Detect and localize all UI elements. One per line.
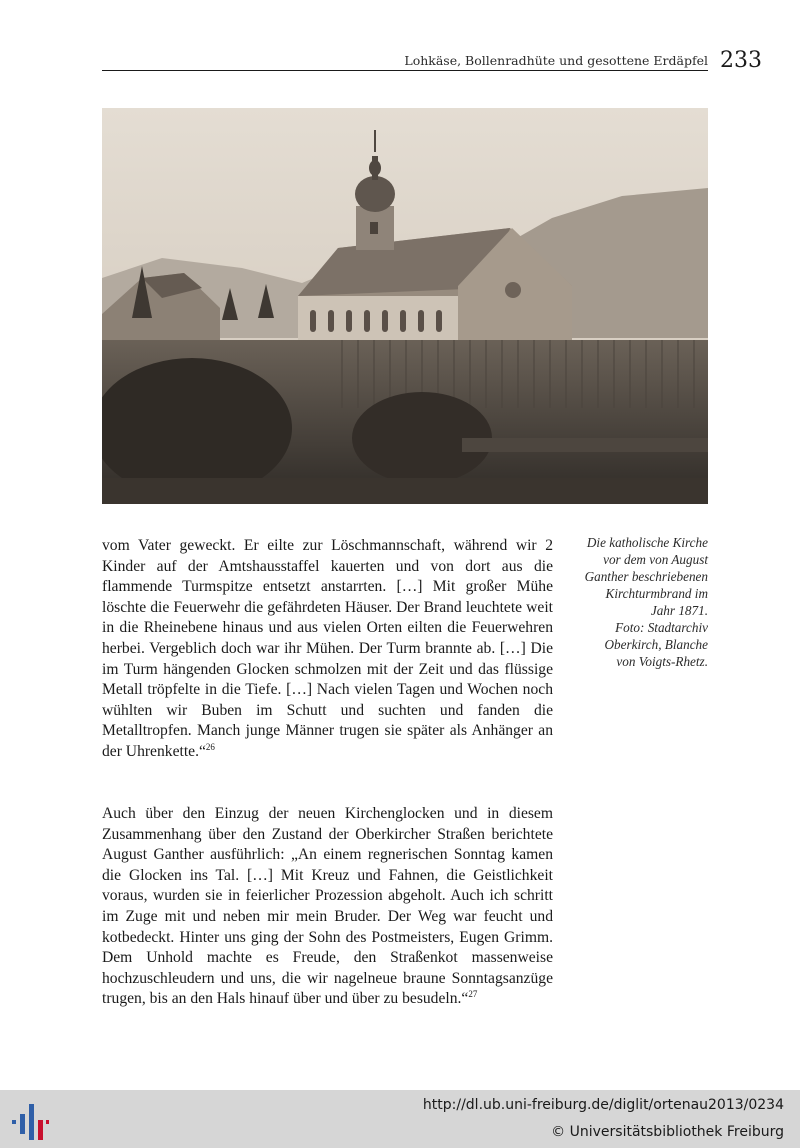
footnote-ref-27: 27	[468, 989, 478, 1000]
caption-line: Die katholische Kirche	[586, 535, 708, 550]
header-rule	[102, 70, 708, 71]
caption-line: Oberkirch, Blanche	[604, 637, 708, 652]
running-title: Lohkäse, Bollenradhüte und gesottene Erdäpfel	[404, 53, 708, 68]
ub-freiburg-logo-icon	[8, 1100, 52, 1144]
source-url-link[interactable]: http://dl.ub.uni-freiburg.de/diglit/ortenau2013/0234	[422, 1097, 784, 1113]
caption-line: vor dem von August	[603, 552, 708, 567]
body-paragraph-2	[102, 804, 553, 1010]
body-paragraph-1	[102, 536, 553, 763]
photo-caption	[564, 534, 708, 670]
page-number: 233	[720, 48, 762, 73]
caption-line: Jahr 1871.	[650, 603, 708, 618]
caption-line: Kirchturmbrand im	[605, 586, 708, 601]
caption-line: von Voigts-Rhetz.	[616, 654, 708, 669]
caption-line: Ganther beschriebenen	[584, 569, 708, 584]
copyright-text: © Universitätsbibliothek Freiburg	[551, 1124, 784, 1140]
para2-text: Auch über den Einzug der neuen Kirchenglocken und in diesem Zusammenhang über den Zustand der Oberkircher Straßen berichtete August Ganther ausführlich: „An einem regnerischen Sonntag kamen die Glocken ins Tal. […] Mit Kreuz und Fahnen, die Geistlichkeit voraus, wurden sie in feierlicher Prozession abgeholt. Auch ich schritt im Zuge mit und neben mir mein Bruder. Der Weg war feucht und kotbedeckt. Hinter uns ging der Sohn des Postmeisters, Eugen Grimm. Dem Unhold machte es Freude, den Straßenkot massenweise hochzuschleudern und uns, die wir nagelneue braune Sonntagsanzüge trugen, bis an den Hals hinauf über und über zu besudeln.“	[102, 805, 553, 1008]
caption-line: Foto: Stadtarchiv	[615, 620, 708, 635]
para1-text: vom Vater geweckt. Er eilte zur Löschmannschaft, während wir 2 Kinder auf der Amtshausstaffel kauerten und von dort aus die flammende Turmspitze entsetzt anstarrten. […] Mit großer Mühe löschte die Feuerwehr die gefährdeten Häuser. Der Brand leuchtete weit in die Rheinebene hinaus und aus vielen Orten eilten die Feuerwehren herbei. Vergeblich doch war ihr Mühen. Der Turm brannte ab. […] Die im Turm hängenden Glocken schmolzen mit der Zeit und das flüssige Metall tröpfelte in die Tiefe. […] Nach vielen Tagen und Wochen noch wühlten wir Buben im Schutt und suchten und fanden die Metalltropfen. Manch junge Männer trugen sie später als Anhänger an der Uhrenkette.“	[102, 537, 553, 760]
footnote-ref-26: 26	[205, 741, 215, 752]
church-photo	[102, 108, 708, 504]
